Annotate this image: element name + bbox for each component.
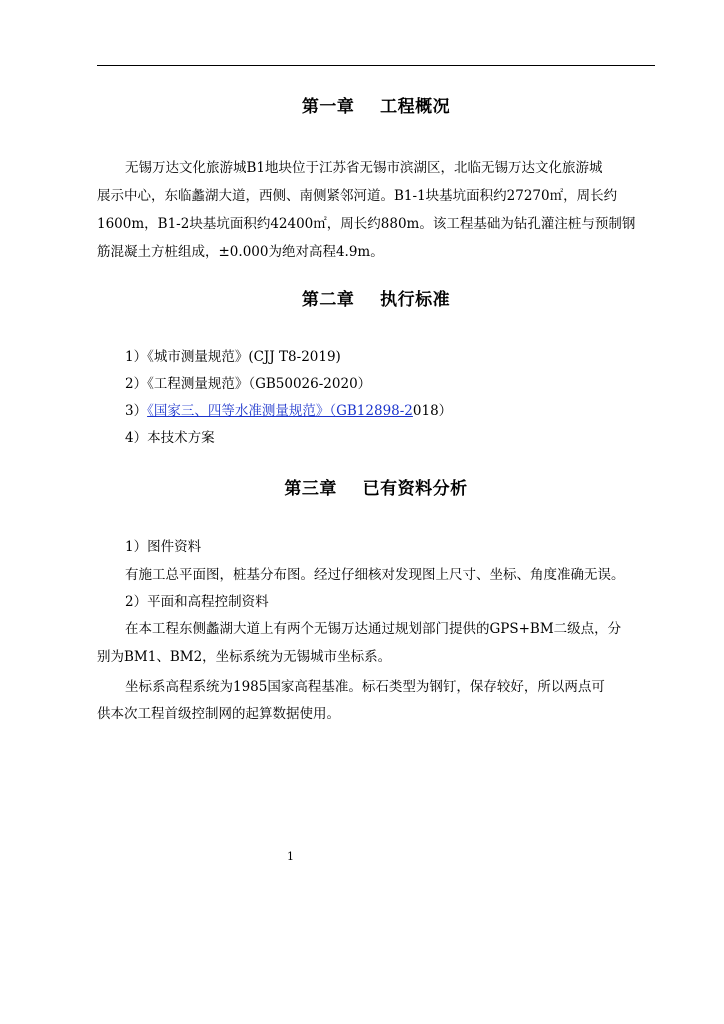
chapter-3-line-4: 在本工程东侧蠡湖大道上有两个无锡万达通过规划部门提供的GPS+BM二级点，分 [125, 621, 622, 637]
chapter-2-title: 第二章 执行标准 [301, 290, 451, 310]
chapter-1-line-4: 筋混凝土方桩组成，±0.000为绝对高程4.9m。 [97, 244, 384, 260]
header-rule [97, 65, 655, 66]
standard-item-3 [125, 402, 452, 420]
chapter-3-title: 第三章 已有资料分析 [284, 479, 468, 499]
standard-item-1: 1）《城市测量规范》(CJJ T8-2019) [125, 349, 341, 365]
chapter-3-line-1: 1）图件资料 [125, 539, 202, 555]
chapter-3-line-6: 坐标系高程系统为1985国家高程基准。标石类型为钢钉，保存较好，所以两点可 [125, 679, 605, 695]
standard-item-3-number: 3） [125, 403, 148, 419]
chapter-3-line-2: 有施工总平面图，桩基分布图。经过仔细核对发现图上尺寸、坐标、角度准确无误。 [125, 567, 625, 583]
chapter-3-line-7: 供本次工程首级控制网的起算数据使用。 [97, 706, 340, 722]
page-number: 1 [287, 850, 294, 863]
chapter-1-line-1: 无锡万达文化旅游城B1地块位于江苏省无锡市滨湖区，北临无锡万达文化旅游城 [125, 160, 603, 176]
standard-item-3-link[interactable]: 《国家三、四等水准测量规范》（GB12898-2 [147, 403, 413, 419]
chapter-3-line-3: 2）平面和高程控制资料 [125, 594, 269, 610]
standard-item-3-tail: 018） [412, 403, 453, 419]
chapter-3-line-5: 别为BM1、BM2，坐标系统为无锡城市坐标系。 [97, 649, 392, 665]
standard-item-4: 4）本技术方案 [125, 430, 215, 446]
standard-item-2: 2）《工程测量规范》（GB50026-2020） [125, 376, 372, 392]
chapter-1-title: 第一章 工程概况 [301, 97, 451, 117]
chapter-1-line-3: 1600m，B1-2块基坑面积约42400㎡，周长约880m。该工程基础为钻孔灌注桩与预制钢 [97, 216, 636, 232]
chapter-1-line-2: 展示中心，东临蠡湖大道，西侧、南侧紧邻河道。B1-1块基坑面积约27270㎡，周长约 [97, 188, 618, 204]
